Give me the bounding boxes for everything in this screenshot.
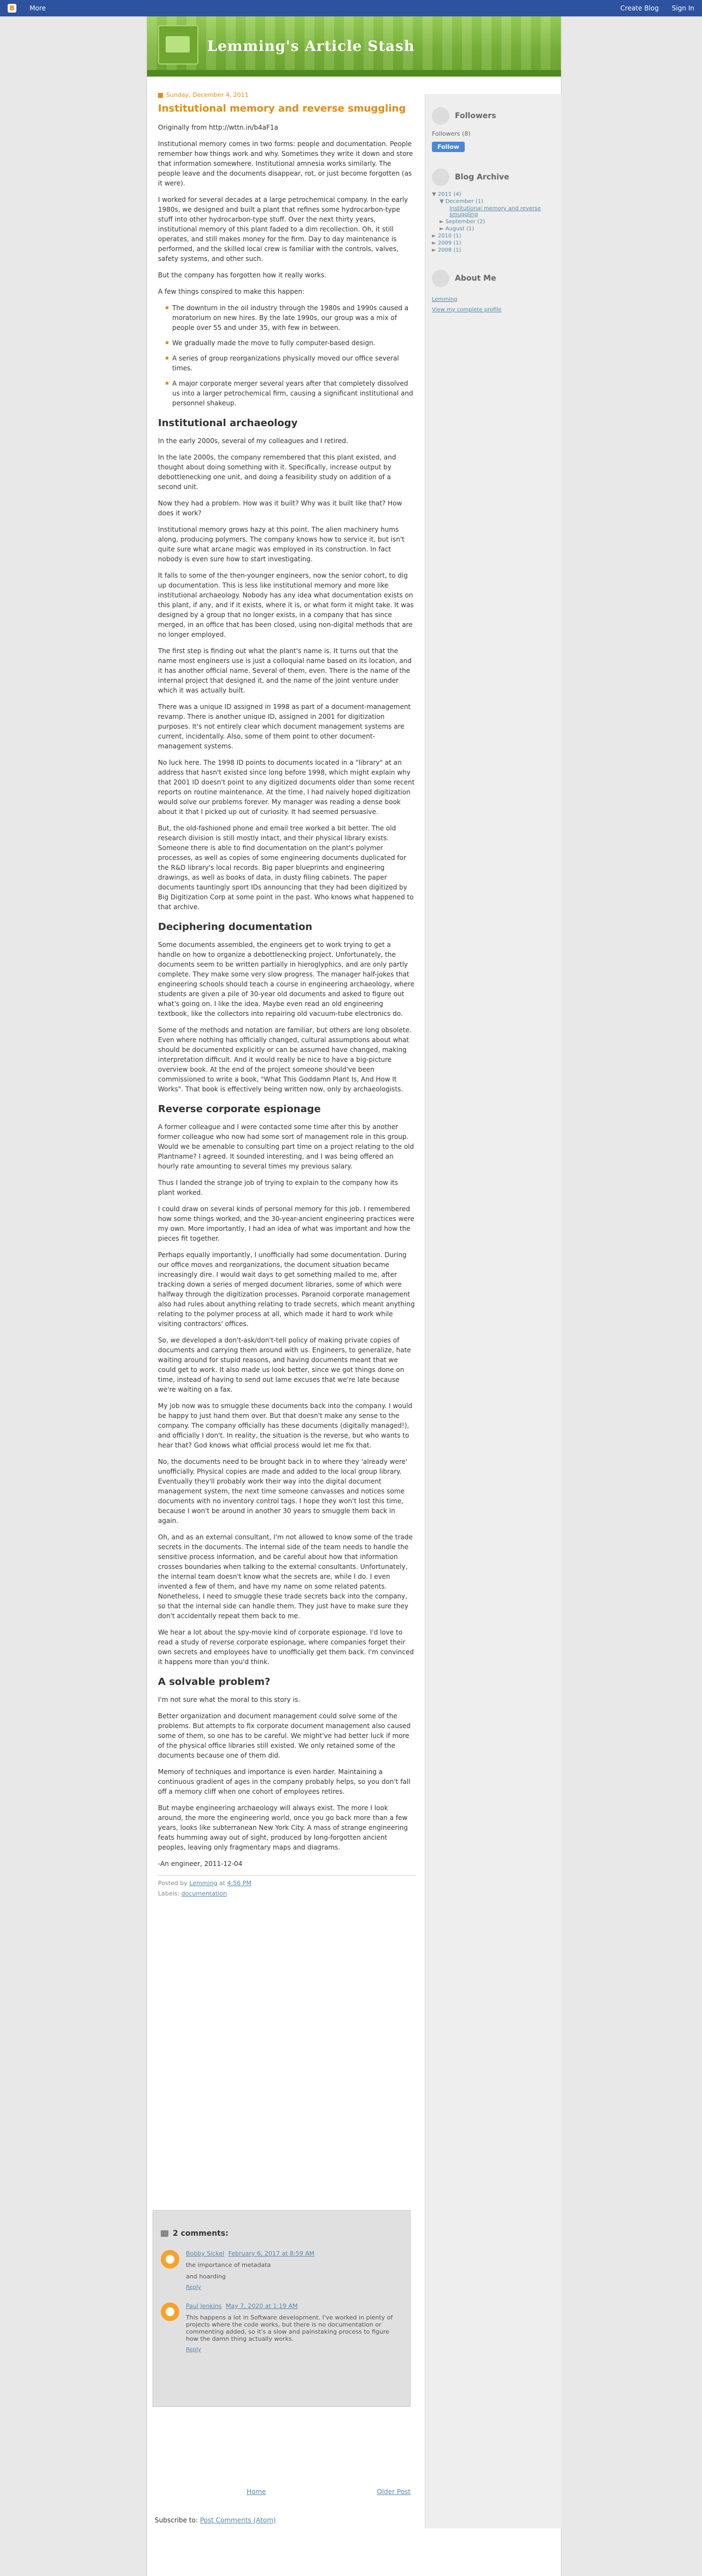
post-paragraph: I worked for several decades at a large petrochemical company. In the early 1980s, we designed and built a plant that refines some hydrocarbon-type stuff into other hydrocarbon-type stuff. Over the next thirty years, institutional memory of this plant faded to a dim recollection. Oh, it still operates, and still makes money for the firm. Day to day maintenance is performed, and the skilled local crew is familiar with the controls, valves, safety systems, and other such. [158,195,408,263]
posted-by-label: Posted by [158,1879,188,1887]
post-paragraph: So, we developed a don't-ask/don't-tell policy of making private copies of documents and carrying them around with us. Engineers, to generalize, hate waiting around for stupid reasons, and having documents meant that we could get to work. It also made us look better, since we got things done on time, instead of having to send out lame excuses that we're late because we're waiting on a fax. [158,1336,411,1393]
section-heading: Reverse corporate espionage [158,1103,321,1115]
comments-section [153,2210,411,2407]
post-paragraph: In the early 2000s, several of my colleagues and I retired. [158,437,348,445]
comment-date-link[interactable]: May 7, 2020 at 1:19 AM [226,2302,298,2310]
list-item: The downturn in the oil industry through the 1980s and 1990s caused a moratorium on new hires. By the late 1990s, our group was a mix of people over 55 and under 35, with few in between. [172,303,415,333]
archive-month-august[interactable]: ► August (1) [440,226,475,232]
home-link[interactable]: Home [247,2488,266,2496]
header-emblem-icon [158,25,198,65]
post-paragraph: But the company has forgotten how it really works. [158,271,326,279]
archive-list [432,191,555,253]
post-paragraph: Institutional memory grows hazy at this point. The alien machinery hums along, producing polymers. The company knows how to service it, but isn't quite sure what arcane magic was employed in its construction. In fact nobody is even sure how to start investigating. [158,525,405,563]
followers-icon [432,107,449,125]
about-icon [432,270,449,287]
post-paragraph: Some documents assembled, the engineers get to work trying to get a handle on how to organize a debottlenecking project. Unfortunately, the documents seem to be written partially in hieroglyphics, and are only partly complete. They make some very slow progress. The manager half-jokes that engineering schools should teach a course in engineering archaeology, where students are given a pile of 30-year old documents and asked to figure out what's going on. I like the idea. Maybe even read an old engineering textbook, like the collectors into repairing old vacuum-tube electronics do. [158,940,414,1017]
blogger-navbar [0,0,702,16]
post-signature: -An engineer, 2011-12-04 [158,1859,243,1868]
expanded-triangle-icon[interactable]: ▼ [432,191,436,197]
reply-link[interactable]: Reply [186,2284,201,2290]
collapsed-triangle-icon[interactable]: ► [432,233,436,239]
comment [161,2250,402,2290]
post-paragraph: The first step is finding out what the plant's name is. It turns out that the name most engineers use is just a colloquial name based on its location, and it has another official name. Several of them, even. There is the name of the internal project that designed it, and the name of the joint venture under which it was actually built. [158,647,412,694]
collapsed-triangle-icon[interactable]: ► [432,247,436,253]
archive-title: Blog Archive [432,168,555,186]
post-paragraph: We hear a lot about the spy-movie kind of corporate espionage. I'd love to read a study of reverse corporate espionage, where companies forget their own secrets and employees have to unofficially get them back. I'm convinced it happens more than you'd think. [158,1628,414,1666]
reply-link[interactable]: Reply [186,2347,201,2353]
conspiracy-list [158,303,415,408]
at-label: at [219,1879,225,1887]
archive-month-september[interactable]: ► September (2) [440,219,485,225]
comments-heading [161,2229,402,2238]
subscribe-label: Subscribe to: [155,2516,198,2524]
post-paragraph: A few things conspired to make this happen: [158,287,305,295]
avatar[interactable] [161,2250,179,2269]
post-paragraph: Better organization and document management could solve some of the problems. But attempts to fix corporate document management also caused some of them, so one has to be careful. We might've had better luck if more of the physical office libraries still existed. We only retained some of the documents because one of them did. [158,1712,411,1759]
post-date: Sunday, December 4, 2011 [166,91,249,98]
about-name-link[interactable]: Lemming [432,296,458,303]
about-widget [425,270,561,313]
post-title[interactable]: Institutional memory and reverse smuggling [158,102,406,114]
post-paragraph: Some of the methods and notation are familiar, but others are long obsolete. Even where nothing has officially changed, cultural assumptions about what should be documented explicitly or can be assumed have changed, making interpretation difficult. And it would really be nice to have a big-picture overview book. At the end of the project someone should've been commissioned to write a book, "What This Goddamn Plant Is, And How It Works". That book is effectively being written now, only by archaeologists. [158,1026,412,1093]
date-header [158,91,420,100]
sidebar [425,94,561,2528]
sign-in-link[interactable]: Sign In [671,4,694,12]
create-blog-link[interactable]: Create Blog [620,4,659,12]
post-paragraph: I'm not sure what the moral to this story is. [158,1695,300,1703]
main-column [153,86,420,1900]
collapsed-triangle-icon[interactable]: ► [432,240,436,246]
archive-widget [425,168,561,253]
more-menu[interactable]: More [30,4,46,12]
subscribe-comments-link[interactable]: Post Comments (Atom) [200,2516,276,2524]
followers-widget [425,107,561,152]
collapsed-triangle-icon[interactable]: ► [440,226,444,232]
followers-count: Followers (8) [432,130,471,137]
blog-container [147,16,561,2576]
post-paragraph: But maybe engineering archaeology will always exist. The more I look around, the more the engineering world, once you go back more than a few years, looks like subterranean New York City. A mass of strange engineering feats humming away out of sight, produced by long-forgotten ancient peoples, leaving only fragmentary maps and diagrams. [158,1804,408,1851]
blog-title[interactable]: Lemming's Article Stash [207,38,415,55]
post-body [153,123,420,1869]
list-item: A major corporate merger several years after that completely dissolved us into a larger petrochemical firm, causing a significant institutional and personnel shakeup. [172,379,415,408]
section-heading: A solvable problem? [158,1676,271,1688]
post-paragraph: Now they had a problem. How was it built? Why was it built like that? How does it work? [158,499,402,517]
post-time-link[interactable]: 4:56 PM [227,1879,251,1887]
comments-count: 2 comments: [173,2229,229,2238]
calendar-icon [158,93,163,98]
comment [161,2302,402,2353]
blogger-logo-icon[interactable]: B [8,4,16,13]
comment-text: This happens a lot in Software development. I've worked in plenty of projects where the code works, but there is no documentation or commenting added, so it's a slow and painstaking process to figure how the damn thing actually works. [186,2314,393,2342]
avatar[interactable] [161,2302,179,2321]
section-heading: Deciphering documentation [158,921,313,933]
post-paragraph: No luck here. The 1998 ID points to documents located in a "library" at an address that hasn't existed since long before 1998, which might explain why that 2001 ID doesn't point to any digitized documents older than some recent reports on routine maintenance. At the time, I had naively hoped digitization would solve our problems forever. My manager was reading a dense book about it that I picked up out of curiosity. It had seemed persuasive. [158,758,415,816]
collapsed-triangle-icon[interactable]: ► [440,219,444,225]
post-paragraph: Oh, and as an external consultant, I'm not allowed to know some of the trade secrets in the documents. The internal side of the team needs to handle the sensitive process information, and be careful about how that information crosses boundaries when talking to the external consultants. Unfortunately, the internal team doesn't know what the secrets are, while I do. I even invented a few of them, and have my name on some related patents. Nonetheless, I need to smuggle these trade secrets back into the company, so that the internal side can handle them. They just have to make sure they don't accidentally repeat them back to me. [158,1533,413,1620]
blog-header [147,16,561,77]
label-link[interactable]: documentation [181,1890,227,1897]
post-paragraph: It falls to some of the then-younger engineers, now the senior cohort, to dig up documentation. This is less like institutional memory and more like institutional archaeology. Nobody has any idea what documentation exists on this plant, if any, and if it exists, where it is, or what form it might take. It was designed by a group that no longer exists, in a company that has since merged, in an office that has been closed, using non-digital methods that are no longer employed. [158,571,414,638]
post-paragraph: Perhaps equally importantly, I unofficially had some documentation. During our office moves and reorganizations, the document situation became increasingly dire. I would wait days to get something mailed to me, after tracking down a series of merged document libraries, some of which were halfway through the digitization processes. Paranoid corporate management also had rules about anything relating to trade secrets, which meant anything relating to the polymer process at all, which made it hard to work while visiting contractors' offices. [158,1251,415,1328]
post-paragraph: No, the documents need to be brought back in to where they 'already were' unofficially. Physical copies are made and added to the local group library. Eventually they'll probably work their way into the digital document management system, the next time someone canvasses and notices some documents with no inventory control tags. I hope they won't lost this time, because I won't be around in another 30 years to smuggle them back in again. [158,1457,408,1525]
section-heading: Institutional archaeology [158,417,298,429]
comment-author-link[interactable]: Bobby Sickel [186,2250,225,2257]
comment-text: and hoarding [186,2273,226,2280]
post-paragraph: A former colleague and I were contacted some time after this by another former colleague who now had some sort of management role in this group. Would we be amenable to consulting part time on a project relating to the old Plantname? I agreed. It sounded interesting, and I was being offered an hourly rate amounting to several times my previous salary. [158,1123,414,1170]
post-paragraph: My job now was to smuggle these documents back into the company. I would be happy to just hand them over. But that doesn't make any sense to the company. The company officially has these documents (digitally managed!), and officially I don't. In reality, the situation is the reverse, but who wants to hear that? God knows what official process would let me fix that. [158,1402,413,1449]
post-paragraph: There was a unique ID assigned in 1998 as part of a document-management revamp. There is another unique ID, assigned in 2001 for digitization purposes. It's not entirely clear which document management systems are current, incidentally. Also, some of them point to other document-management systems. [158,702,411,750]
follow-button[interactable]: Follow [432,142,465,152]
post-footer [158,1875,415,1899]
older-post-link[interactable]: Older Post [377,2488,411,2496]
author-link[interactable]: Lemming [189,1879,218,1887]
archive-year-2010[interactable]: ► 2010 (1) [432,233,461,239]
archive-year-2009[interactable]: ► 2009 (1) [432,240,461,246]
comment-icon [161,2230,168,2237]
post-paragraph: I could draw on several kinds of personal memory for this job. I remembered how some things worked, and the 30-year-ancient engineering practices were my own. More importantly, I had an idea of what was important and how the pieces fit together. [158,1205,414,1242]
post-paragraph: Institutional memory comes in two forms: people and documentation. People remember how things work and why. Sometimes they write it down and store that information somewhere. Institutional amnesia works similarly. The people leave and the documents disappear, rot, or just become forgotten (as it were). [158,139,413,187]
archive-year-2011[interactable]: ▼ 2011 (4) ▼ December (1) Institutional memory and reverse smuggling ► September (2) ► August (1) [432,191,555,232]
post-paragraph: Thus I landed the strange job of trying to explain to the company how its plant worked. [158,1178,399,1196]
post-paragraph: Originally from http://wttn.in/b4aF1a [158,123,278,131]
view-profile-link[interactable]: View my complete profile [432,307,502,313]
post-paragraph: Memory of techniques and importance is even harder. Maintaining a continuous gradient of ages in the company probably helps, so you don't fall off a memory cliff when one cohort of employees retires. [158,1767,411,1795]
archive-post-link[interactable]: Institutional memory and reverse smuggling [449,206,541,218]
expanded-triangle-icon[interactable]: ▼ [440,199,444,205]
followers-title: Followers [432,107,555,125]
list-item: We gradually made the move to fully computer-based design. [172,338,415,348]
comment-author-link[interactable]: Paul Jenkins [186,2302,222,2310]
archive-icon [432,168,449,186]
labels-prefix: Labels: [158,1890,180,1897]
post-paragraph: But, the old-fashioned phone and email tree worked a bit better. The old research division is still mostly intact, and their physical library exists. Someone there is able to find documentation on the plant's polymer processes, as well as copies of some engineering documents duplicated for the R&D library's local records. Big paper blueprints and engineering drawings, as well as books of data, in dusty filing cabinets. The paper documents tauntingly sport IDs announcing that they had been digitized by Big Digitization Corp at some point in the past. Who knows what happened to that archive. [158,824,414,911]
comment-date-link[interactable]: February 6, 2017 at 8:59 AM [228,2250,315,2257]
list-item: A series of group reorganizations physically moved our office several times. [172,353,415,373]
archive-year-2008[interactable]: ► 2008 (1) [432,247,461,253]
subscribe-line [155,2516,276,2524]
comment-text: the importance of metadata [186,2261,271,2269]
post-paragraph: In the late 2000s, the company remembered that this plant existed, and thought about doing something with it. Specifically, increase output by debottlenecking one unit, and doing a feasibility study on addition of a second unit. [158,453,396,491]
archive-month-december[interactable]: ▼ December (1) Institutional memory and reverse smuggling [440,199,555,218]
about-title: About Me [432,270,555,287]
